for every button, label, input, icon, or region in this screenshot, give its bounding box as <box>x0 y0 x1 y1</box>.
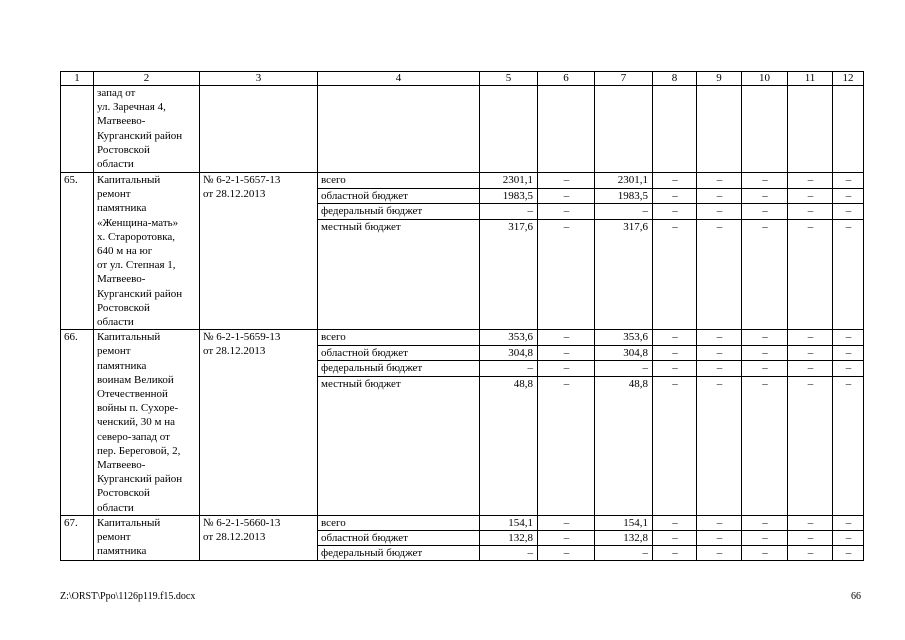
table-row <box>61 515 864 530</box>
document-cell <box>200 173 318 330</box>
name-line: 640 м на юг <box>97 245 153 258</box>
name-line: «Женщина-мать» <box>97 216 179 229</box>
name-line: ремонт <box>97 531 131 544</box>
object-name-cell <box>94 330 200 516</box>
value-cell: 132,8 <box>595 531 653 546</box>
value-cell: – <box>653 219 697 330</box>
value-cell: – <box>833 546 864 561</box>
value-cell <box>788 86 833 173</box>
value-cell: 154,1 <box>480 515 538 530</box>
name-line: памятника <box>97 202 147 215</box>
funding-source-cell: местный бюджет <box>318 219 480 330</box>
value-cell: – <box>742 515 788 530</box>
value-cell: – <box>697 345 742 361</box>
funding-source-cell <box>318 86 480 173</box>
value-cell: – <box>833 204 864 220</box>
value-cell: – <box>788 173 833 189</box>
value-cell: – <box>697 188 742 204</box>
value-cell: – <box>742 204 788 220</box>
value-cell: – <box>653 204 697 220</box>
name-line: ремонт <box>97 188 131 201</box>
value-cell: – <box>833 531 864 546</box>
name-line: Ростовской <box>97 301 150 314</box>
document-cell <box>200 330 318 516</box>
value-cell <box>538 86 595 173</box>
value-cell: – <box>833 376 864 515</box>
col-header: 1 <box>61 72 94 86</box>
name-line: ул. Заречная 4, <box>97 101 166 114</box>
name-line: Капитальный <box>97 174 161 186</box>
value-cell: – <box>538 188 595 204</box>
name-line: Курганский район <box>97 287 183 300</box>
value-cell: – <box>653 531 697 546</box>
value-cell: – <box>833 219 864 330</box>
document-line: № 6-2-1-5660-13 <box>203 516 281 529</box>
entry-number-cell: 67. <box>61 515 94 561</box>
value-cell: – <box>538 330 595 346</box>
col-header: 9 <box>697 72 742 86</box>
value-cell: – <box>697 219 742 330</box>
value-cell: – <box>538 173 595 189</box>
budget-table <box>60 71 864 561</box>
value-cell: 48,8 <box>595 376 653 515</box>
value-cell: 353,6 <box>480 330 538 346</box>
value-cell: – <box>653 515 697 530</box>
entry-number-cell: 66. <box>61 330 94 516</box>
object-name-cell <box>94 173 200 330</box>
value-cell: – <box>833 515 864 530</box>
funding-source-cell: федеральный бюджет <box>318 361 480 377</box>
funding-source-cell: всего <box>318 515 480 530</box>
value-cell: – <box>697 330 742 346</box>
value-cell: – <box>833 345 864 361</box>
name-line: Курганский район <box>97 129 183 142</box>
value-cell: 132,8 <box>480 531 538 546</box>
funding-source-cell: местный бюджет <box>318 376 480 515</box>
value-cell: – <box>742 330 788 346</box>
value-cell <box>697 86 742 173</box>
name-line: Капитальный <box>97 516 161 529</box>
value-cell <box>480 86 538 173</box>
value-cell: 304,8 <box>480 345 538 361</box>
name-line: ремонт <box>97 345 131 358</box>
document-cell <box>200 515 318 561</box>
name-line: Отечественной <box>97 388 168 401</box>
name-line: северо-запад от <box>97 430 170 443</box>
name-line: области <box>97 501 134 514</box>
continuation-row <box>61 86 864 173</box>
value-cell: – <box>653 345 697 361</box>
entry-number-cell: 65. <box>61 173 94 330</box>
value-cell: 2301,1 <box>480 173 538 189</box>
value-cell: – <box>538 219 595 330</box>
name-line: памятника <box>97 359 147 372</box>
value-cell: – <box>833 330 864 346</box>
value-cell: – <box>788 515 833 530</box>
value-cell: – <box>480 204 538 220</box>
value-cell: – <box>788 361 833 377</box>
value-cell: – <box>653 546 697 561</box>
value-cell: – <box>742 219 788 330</box>
value-cell: – <box>788 330 833 346</box>
funding-source-cell: всего <box>318 330 480 346</box>
col-header: 6 <box>538 72 595 86</box>
funding-source-cell: федеральный бюджет <box>318 546 480 561</box>
value-cell: – <box>833 173 864 189</box>
value-cell: – <box>697 376 742 515</box>
value-cell: 48,8 <box>480 376 538 515</box>
value-cell: – <box>538 546 595 561</box>
value-cell <box>833 86 864 173</box>
name-line: войны п. Сухоре- <box>97 402 179 415</box>
value-cell: – <box>742 188 788 204</box>
value-cell: – <box>538 531 595 546</box>
col-header: 3 <box>200 72 318 86</box>
value-cell: – <box>742 173 788 189</box>
name-line: Капитальный <box>97 331 161 344</box>
value-cell <box>595 86 653 173</box>
name-line: х. Староротовка, <box>97 230 176 243</box>
value-cell: 353,6 <box>595 330 653 346</box>
document-line: от 28.12.2013 <box>203 345 266 358</box>
document-line: № 6-2-1-5657-13 <box>203 174 281 186</box>
value-cell: – <box>653 361 697 377</box>
col-header: 11 <box>788 72 833 86</box>
value-cell: – <box>742 345 788 361</box>
value-cell: – <box>788 376 833 515</box>
value-cell: – <box>788 546 833 561</box>
col-header: 7 <box>595 72 653 86</box>
value-cell: – <box>653 173 697 189</box>
funding-source-cell: областной бюджет <box>318 531 480 546</box>
col-header: 5 <box>480 72 538 86</box>
value-cell: – <box>538 345 595 361</box>
value-cell: – <box>788 204 833 220</box>
value-cell: – <box>653 330 697 346</box>
value-cell <box>742 86 788 173</box>
value-cell: – <box>742 376 788 515</box>
value-cell: – <box>697 515 742 530</box>
document-line: от 28.12.2013 <box>203 188 266 201</box>
name-line: запад от <box>97 87 136 99</box>
value-cell: 317,6 <box>480 219 538 330</box>
value-cell: 1983,5 <box>480 188 538 204</box>
value-cell: 2301,1 <box>595 173 653 189</box>
value-cell: – <box>697 204 742 220</box>
value-cell: – <box>742 531 788 546</box>
value-cell <box>653 86 697 173</box>
name-line: Матвеево- <box>97 115 146 128</box>
col-header: 12 <box>833 72 864 86</box>
value-cell: 304,8 <box>595 345 653 361</box>
file-path: Z:\ORST\Ppo\1126p119.f15.docx <box>60 591 196 602</box>
name-line: памятника <box>97 545 147 558</box>
value-cell: – <box>788 219 833 330</box>
table-row <box>61 330 864 346</box>
name-line: Матвеево- <box>97 459 146 472</box>
value-cell: – <box>788 531 833 546</box>
value-cell: – <box>538 376 595 515</box>
value-cell: – <box>742 546 788 561</box>
entry-number-cell <box>61 86 94 173</box>
table-row <box>61 173 864 189</box>
name-line: Ростовской <box>97 143 150 156</box>
value-cell: – <box>653 376 697 515</box>
document-cell <box>200 86 318 173</box>
name-line: области <box>97 158 134 171</box>
name-line: воинам Великой <box>97 373 174 386</box>
value-cell: – <box>538 361 595 377</box>
column-number-row <box>61 72 864 86</box>
value-cell: – <box>697 546 742 561</box>
value-cell: – <box>697 361 742 377</box>
value-cell: – <box>595 204 653 220</box>
value-cell: 154,1 <box>595 515 653 530</box>
value-cell: 1983,5 <box>595 188 653 204</box>
value-cell: – <box>538 515 595 530</box>
name-line: Курганский район <box>97 473 183 486</box>
name-line: Матвеево- <box>97 273 146 286</box>
funding-source-cell: федеральный бюджет <box>318 204 480 220</box>
page-number: 66 <box>851 591 861 602</box>
value-cell: – <box>653 188 697 204</box>
value-cell: – <box>480 361 538 377</box>
col-header: 2 <box>94 72 200 86</box>
document-line: от 28.12.2013 <box>203 531 266 544</box>
value-cell: – <box>697 173 742 189</box>
name-line: ченский, 30 м на <box>97 416 176 429</box>
value-cell: – <box>595 361 653 377</box>
col-header: 4 <box>318 72 480 86</box>
funding-source-cell: всего <box>318 173 480 189</box>
funding-source-cell: областной бюджет <box>318 188 480 204</box>
value-cell: – <box>788 345 833 361</box>
name-line: от ул. Степная 1, <box>97 259 176 272</box>
value-cell: – <box>788 188 833 204</box>
name-line: пер. Береговой, 2, <box>97 444 181 457</box>
object-name-cell <box>94 86 200 173</box>
funding-source-cell: областной бюджет <box>318 345 480 361</box>
name-line: области <box>97 316 134 329</box>
value-cell: – <box>595 546 653 561</box>
value-cell: – <box>833 361 864 377</box>
col-header: 10 <box>742 72 788 86</box>
value-cell: – <box>833 188 864 204</box>
value-cell: 317,6 <box>595 219 653 330</box>
value-cell: – <box>538 204 595 220</box>
name-line: Ростовской <box>97 487 150 500</box>
object-name-cell <box>94 515 200 561</box>
document-line: № 6-2-1-5659-13 <box>203 331 281 344</box>
value-cell: – <box>697 531 742 546</box>
col-header: 8 <box>653 72 697 86</box>
value-cell: – <box>480 546 538 561</box>
value-cell: – <box>742 361 788 377</box>
